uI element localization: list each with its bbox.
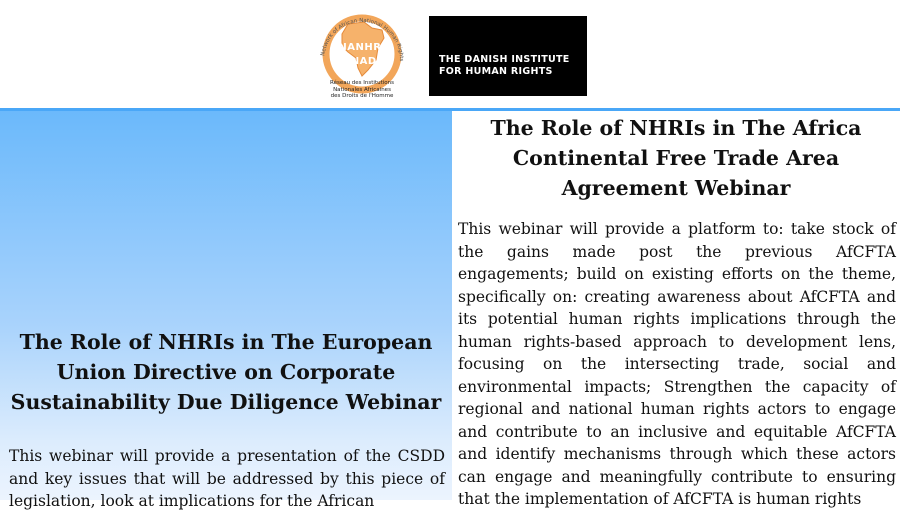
left-webinar-title: The Role of NHRIs in The European Union Directive on Corporate Sustainability Due Diligence Webinar <box>10 330 442 414</box>
nanhri-name: NANHRI <box>338 42 386 53</box>
nanhri-caption: Réseau des Institutions Nationales Africaines des Droits de l'Homme <box>330 80 395 100</box>
dihr-logo-text: THE DANISH INSTITUTE FOR HUMAN RIGHTS <box>439 54 570 77</box>
nanhri-arc-text: Network of African National Human Rights <box>320 17 405 62</box>
header <box>0 0 900 108</box>
right-webinar-description: This webinar will provide a platform to: take stock of the gains made post the previous AfCFTA engagements; build on existing efforts on the theme, specifically on: creating awareness about AfCFTA and its potential human rights implications through the human rights-based approach to development lens, focusing on the intersecting trade, social and environmental impacts; Strengthen the capacity of regional and national human rights actors to engage and contribute to an inclusive and equitable AfCFTA and identify mechanisms through which these actors can engage and meaningfully contribute to ensuring that the implementation of AfCFTA is human rights <box>458 220 896 508</box>
rinadh-name: RINADH <box>338 56 386 67</box>
right-webinar-panel <box>452 111 900 508</box>
dihr-logo <box>429 16 587 96</box>
right-webinar-title: The Role of NHRIs in The Africa Continental Free Trade Area Agreement Webinar <box>490 116 862 200</box>
left-webinar-panel <box>0 111 452 510</box>
nanhri-logo <box>312 2 412 106</box>
left-webinar-description: This webinar will provide a presentation of the CSDD and key issues that will be addressed by this piece of legislation, look at implications for the African <box>9 447 445 510</box>
